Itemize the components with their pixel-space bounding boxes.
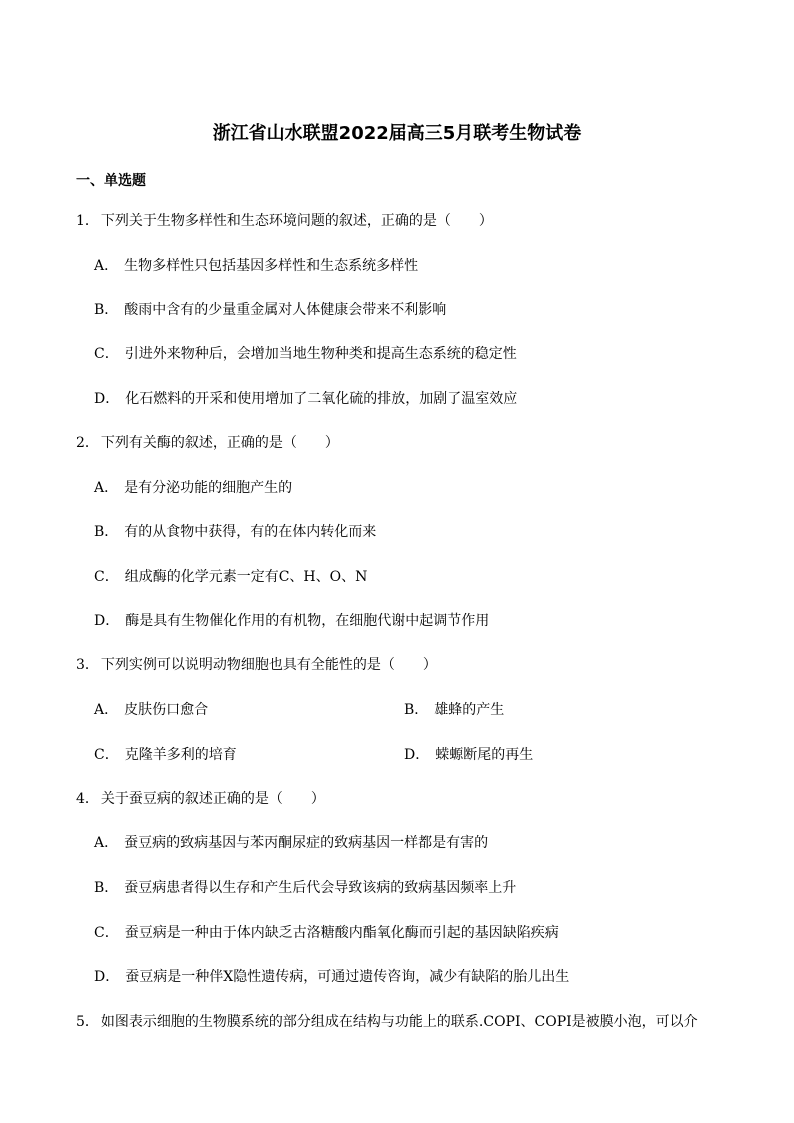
option-letter: D．: [94, 391, 120, 407]
question-number: 1．: [76, 213, 99, 229]
option-text: 组成酶的化学元素一定有C、H、O、N: [124, 569, 368, 585]
option-text: 蚕豆病是一种由于体内缺乏古洛糖酸内酯氧化酶而引起的基因缺陷疾病: [124, 925, 559, 941]
question-number: 2．: [76, 435, 99, 451]
question-number: 4．: [76, 791, 99, 807]
option-text: 是有分泌功能的细胞产生的: [124, 480, 293, 496]
option-text: 蚕豆病是一种伴X隐性遗传病，可通过遗传咨询，减少有缺陷的胎儿出生: [125, 969, 570, 985]
question-2-option-b: [94, 522, 376, 542]
question-2-stem: [76, 433, 339, 453]
question-2-option-a: [94, 478, 292, 498]
question-5-stem: [76, 1012, 698, 1032]
option-text: 有的从食物中获得，有的在体内转化而来: [124, 524, 377, 540]
question-3-stem: [76, 655, 437, 675]
question-1-option-a: [94, 256, 418, 276]
question-text: 关于蚕豆病的叙述正确的是（ ）: [100, 791, 325, 807]
question-3-option-b: [404, 700, 504, 720]
option-text: 酸雨中含有的少量重金属对人体健康会带来不利影响: [124, 302, 447, 318]
question-4-stem: [76, 789, 325, 809]
question-text: 下列有关酶的叙述，正确的是（ ）: [100, 435, 339, 451]
question-4-option-d: [94, 967, 569, 987]
option-letter: B．: [94, 302, 119, 318]
option-letter: A．: [94, 835, 119, 851]
option-text: 化石燃料的开采和使用增加了二氧化硫的排放，加剧了温室效应: [125, 391, 518, 407]
option-text: 蚕豆病患者得以生存和产生后代会导致该病的致病基因频率上升: [124, 880, 517, 896]
option-text: 雄蜂的产生: [434, 702, 505, 718]
exam-title: 浙江省山水联盟2022届高三5月联考生物试卷: [212, 123, 582, 144]
option-letter: D．: [94, 613, 120, 629]
question-1-option-b: [94, 300, 446, 320]
question-4-option-b: [94, 878, 516, 898]
question-4-option-c: [94, 923, 559, 943]
question-text: 下列关于生物多样性和生态环境问题的叙述，正确的是（ ）: [100, 213, 493, 229]
section-heading: 一、单选题: [76, 173, 146, 189]
option-text: 生物多样性只包括基因多样性和生态系统多样性: [124, 258, 419, 274]
question-1-stem: [76, 211, 493, 231]
option-text: 克隆羊多利的培育: [124, 747, 237, 763]
question-1-option-c: [94, 344, 517, 364]
option-letter: D．: [94, 969, 120, 985]
question-number: 3．: [76, 657, 99, 673]
option-letter: A．: [94, 258, 119, 274]
question-number: 5．: [76, 1014, 99, 1030]
question-text: 如图表示细胞的生物膜系统的部分组成在结构与功能上的联系.COPI、COPI是被膜小泡，可以介: [100, 1014, 698, 1030]
question-2-option-c: [94, 567, 367, 587]
option-letter: C．: [94, 346, 119, 362]
question-3-option-a: [94, 700, 208, 720]
question-4-option-a: [94, 833, 488, 853]
option-text: 蝾螈断尾的再生: [435, 747, 534, 763]
option-letter: D．: [404, 747, 430, 763]
question-1-option-d: [94, 389, 517, 409]
option-text: 皮肤伤口愈合: [124, 702, 209, 718]
option-letter: C．: [94, 569, 119, 585]
option-letter: B．: [404, 702, 429, 718]
option-letter: B．: [94, 880, 119, 896]
option-text: 酶是具有生物催化作用的有机物，在细胞代谢中起调节作用: [125, 613, 490, 629]
option-letter: A．: [94, 702, 119, 718]
question-3-option-c: [94, 745, 237, 765]
question-text: 下列实例可以说明动物细胞也具有全能性的是（ ）: [100, 657, 437, 673]
option-letter: C．: [94, 925, 119, 941]
option-text: 引进外来物种后，会增加当地生物种类和提高生态系统的稳定性: [124, 346, 517, 362]
option-letter: C．: [94, 747, 119, 763]
question-2-option-d: [94, 611, 489, 631]
question-3-option-d: [404, 745, 533, 765]
option-text: 蚕豆病的致病基因与苯丙酮尿症的致病基因一样都是有害的: [124, 835, 489, 851]
option-letter: B．: [94, 524, 119, 540]
option-letter: A．: [94, 480, 119, 496]
